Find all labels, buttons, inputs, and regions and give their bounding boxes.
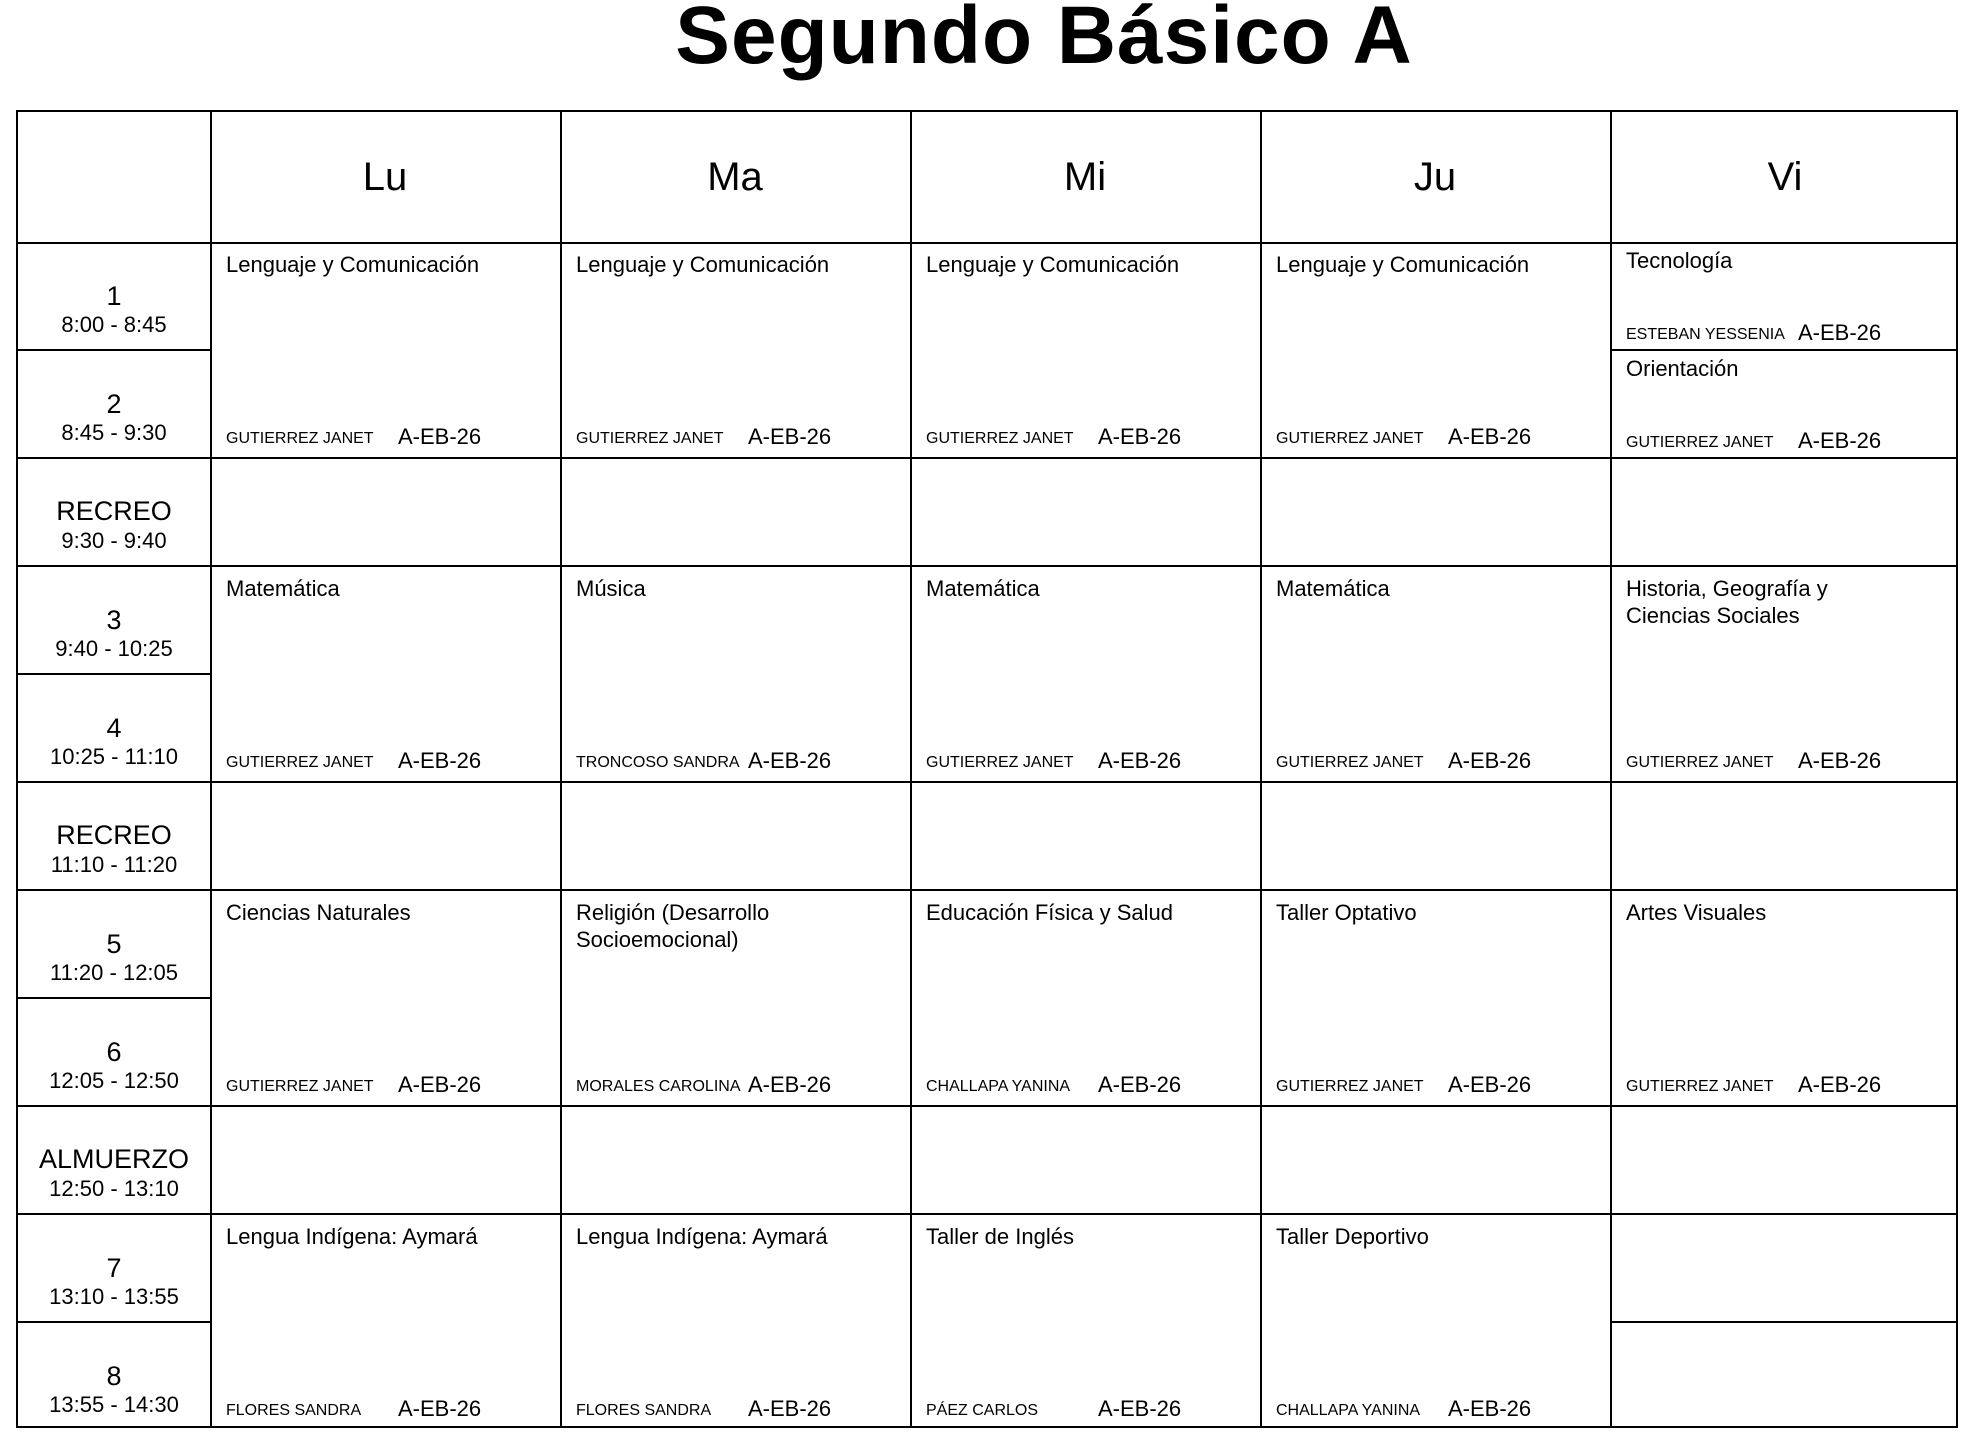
period-5: [18, 928, 210, 986]
teacher-name: PÁEZ CARLOS: [926, 1402, 1039, 1419]
period-2: [18, 388, 210, 446]
teacher-name: GUTIERREZ JANET: [1626, 754, 1774, 771]
class-cell[interactable]: [910, 567, 1260, 781]
break-time: 11:10 - 11:20: [50, 852, 178, 877]
room-code: A-EB-26: [398, 1072, 482, 1097]
period-time: 12:05 - 12:50: [49, 1068, 179, 1093]
period-number: 3: [106, 605, 122, 635]
break-label: RECREO: [56, 496, 172, 526]
period-divider: [18, 349, 210, 351]
class-cell[interactable]: [1260, 243, 1610, 457]
room-code: A-EB-26: [1098, 1072, 1182, 1097]
room-code: A-EB-26: [748, 748, 832, 773]
subject-name: Música: [576, 576, 646, 601]
period-divider: [18, 997, 210, 999]
teacher-name: GUTIERREZ JANET: [226, 430, 374, 447]
subject-name: Taller de Inglés: [926, 1224, 1074, 1249]
day-header-lu: Lu: [362, 155, 408, 199]
row-divider: [18, 781, 1956, 783]
subject-name: Taller Optativo: [1276, 900, 1417, 925]
class-cell[interactable]: [1610, 243, 1960, 349]
teacher-name: GUTIERREZ JANET: [226, 1078, 374, 1095]
period-time: 13:10 - 13:55: [49, 1284, 179, 1309]
room-code: A-EB-26: [398, 424, 482, 449]
room-code: A-EB-26: [1448, 1072, 1532, 1097]
period-8: [18, 1360, 210, 1418]
day-header-ju: Ju: [1413, 155, 1457, 199]
subject-name: Tecnología: [1626, 248, 1733, 273]
row-divider: [18, 1105, 1956, 1107]
period-6: [18, 1036, 210, 1094]
teacher-name: GUTIERREZ JANET: [1276, 754, 1424, 771]
break-time: 9:30 - 9:40: [61, 528, 167, 553]
period-time: 13:55 - 14:30: [49, 1392, 179, 1417]
period-number: 4: [106, 713, 122, 743]
class-cell[interactable]: [1610, 351, 1960, 457]
class-cell[interactable]: [1260, 567, 1610, 781]
room-code: A-EB-26: [1448, 748, 1532, 773]
class-cell[interactable]: [1610, 567, 1920, 781]
period-3: [18, 604, 210, 662]
teacher-name: ESTEBAN YESSENIA: [1626, 326, 1785, 343]
teacher-name: FLORES SANDRA: [226, 1402, 362, 1419]
teacher-name: GUTIERREZ JANET: [1626, 434, 1774, 451]
subject-name: Lenguaje y Comunicación: [926, 252, 1180, 277]
period-time: 8:00 - 8:45: [61, 312, 167, 337]
teacher-name: MORALES CAROLINA: [576, 1078, 741, 1095]
period-1: [18, 280, 210, 338]
subject-name: Matemática: [926, 576, 1040, 601]
break-almuerzo: [18, 1142, 210, 1202]
subject-name: Matemática: [226, 576, 340, 601]
break-time: 12:50 - 13:10: [49, 1176, 179, 1201]
subject-name: Lengua Indígena: Aymará: [226, 1224, 478, 1249]
room-code: A-EB-26: [398, 748, 482, 773]
room-code: A-EB-26: [1798, 428, 1882, 453]
subject-name: Artes Visuales: [1626, 900, 1767, 925]
day-header-ma: Ma: [707, 155, 763, 199]
class-cell[interactable]: [210, 243, 560, 457]
room-code: A-EB-26: [1798, 320, 1882, 345]
room-code: A-EB-26: [1798, 748, 1882, 773]
teacher-name: GUTIERREZ JANET: [1626, 1078, 1774, 1095]
class-cell[interactable]: [210, 891, 560, 1105]
day-header-mi: Mi: [1063, 155, 1107, 199]
class-cell[interactable]: [1260, 891, 1610, 1105]
period-number: 6: [106, 1037, 122, 1067]
subject-name: Lengua Indígena: Aymará: [576, 1224, 828, 1249]
class-cell[interactable]: [1610, 891, 1960, 1105]
class-cell[interactable]: [560, 1215, 910, 1429]
teacher-name: CHALLAPA YANINA: [1276, 1402, 1421, 1419]
period-time: 11:20 - 12:05: [49, 960, 179, 985]
subject-name: Historia, Geografía y Ciencias Sociales: [1626, 576, 1828, 628]
class-cell[interactable]: [560, 567, 910, 781]
class-cell[interactable]: [910, 891, 1260, 1105]
class-cell[interactable]: [560, 243, 910, 457]
subject-name: Taller Deportivo: [1276, 1224, 1429, 1249]
teacher-name: FLORES SANDRA: [576, 1402, 712, 1419]
period-time: 9:40 - 10:25: [55, 636, 173, 661]
period-number: 7: [106, 1253, 122, 1283]
period-divider: [18, 673, 210, 675]
subject-name: Lenguaje y Comunicación: [226, 252, 480, 277]
class-cell[interactable]: [210, 567, 560, 781]
room-code: A-EB-26: [1448, 1396, 1532, 1421]
period-7: [18, 1252, 210, 1310]
teacher-name: CHALLAPA YANINA: [926, 1078, 1071, 1095]
period-4: [18, 712, 210, 770]
room-code: A-EB-26: [1448, 424, 1532, 449]
period-number: 2: [106, 389, 122, 419]
empty-cell[interactable]: [1610, 1323, 1960, 1429]
teacher-name: GUTIERREZ JANET: [576, 430, 724, 447]
teacher-name: GUTIERREZ JANET: [926, 754, 1074, 771]
class-cell[interactable]: [910, 243, 1260, 457]
subject-name: Ciencias Naturales: [226, 900, 411, 925]
subject-name: Religión (Desarrollo Socioemocional): [576, 900, 770, 952]
teacher-name: GUTIERREZ JANET: [226, 754, 374, 771]
room-code: A-EB-26: [1098, 748, 1182, 773]
subject-name: Educación Física y Salud: [926, 900, 1174, 925]
room-code: A-EB-26: [748, 424, 832, 449]
teacher-name: TRONCOSO SANDRA: [576, 754, 740, 771]
subject-name: Matemática: [1276, 576, 1390, 601]
teacher-name: GUTIERREZ JANET: [1276, 430, 1424, 447]
teacher-name: GUTIERREZ JANET: [1276, 1078, 1424, 1095]
period-number: 1: [106, 281, 122, 311]
class-cell[interactable]: [560, 891, 880, 1105]
teacher-name: GUTIERREZ JANET: [926, 430, 1074, 447]
schedule-table: [16, 110, 1958, 1428]
break-label: RECREO: [56, 820, 172, 850]
class-cell[interactable]: [210, 1215, 560, 1429]
subject-name: Lenguaje y Comunicación: [1276, 252, 1530, 277]
page-title: Segundo Básico A: [675, 0, 1413, 81]
day-header-vi: Vi: [1767, 155, 1803, 199]
class-cell[interactable]: [1260, 1215, 1610, 1429]
period-time: 10:25 - 11:10: [49, 744, 179, 769]
period-number: 5: [106, 929, 122, 959]
class-cell[interactable]: [910, 1215, 1260, 1429]
room-code: A-EB-26: [748, 1072, 832, 1097]
empty-cell[interactable]: [1610, 1215, 1960, 1321]
period-time: 8:45 - 9:30: [61, 420, 167, 445]
break-recreo-2: [18, 818, 210, 878]
row-divider: [18, 457, 1956, 459]
period-number: 8: [106, 1361, 122, 1391]
period-divider: [18, 1321, 210, 1323]
break-label: ALMUERZO: [38, 1144, 190, 1174]
room-code: A-EB-26: [1098, 1396, 1182, 1421]
subject-name: Lenguaje y Comunicación: [576, 252, 830, 277]
room-code: A-EB-26: [1798, 1072, 1882, 1097]
room-code: A-EB-26: [398, 1396, 482, 1421]
break-recreo-1: [18, 494, 210, 554]
room-code: A-EB-26: [1098, 424, 1182, 449]
room-code: A-EB-26: [748, 1396, 832, 1421]
subject-name: Orientación: [1626, 356, 1739, 381]
